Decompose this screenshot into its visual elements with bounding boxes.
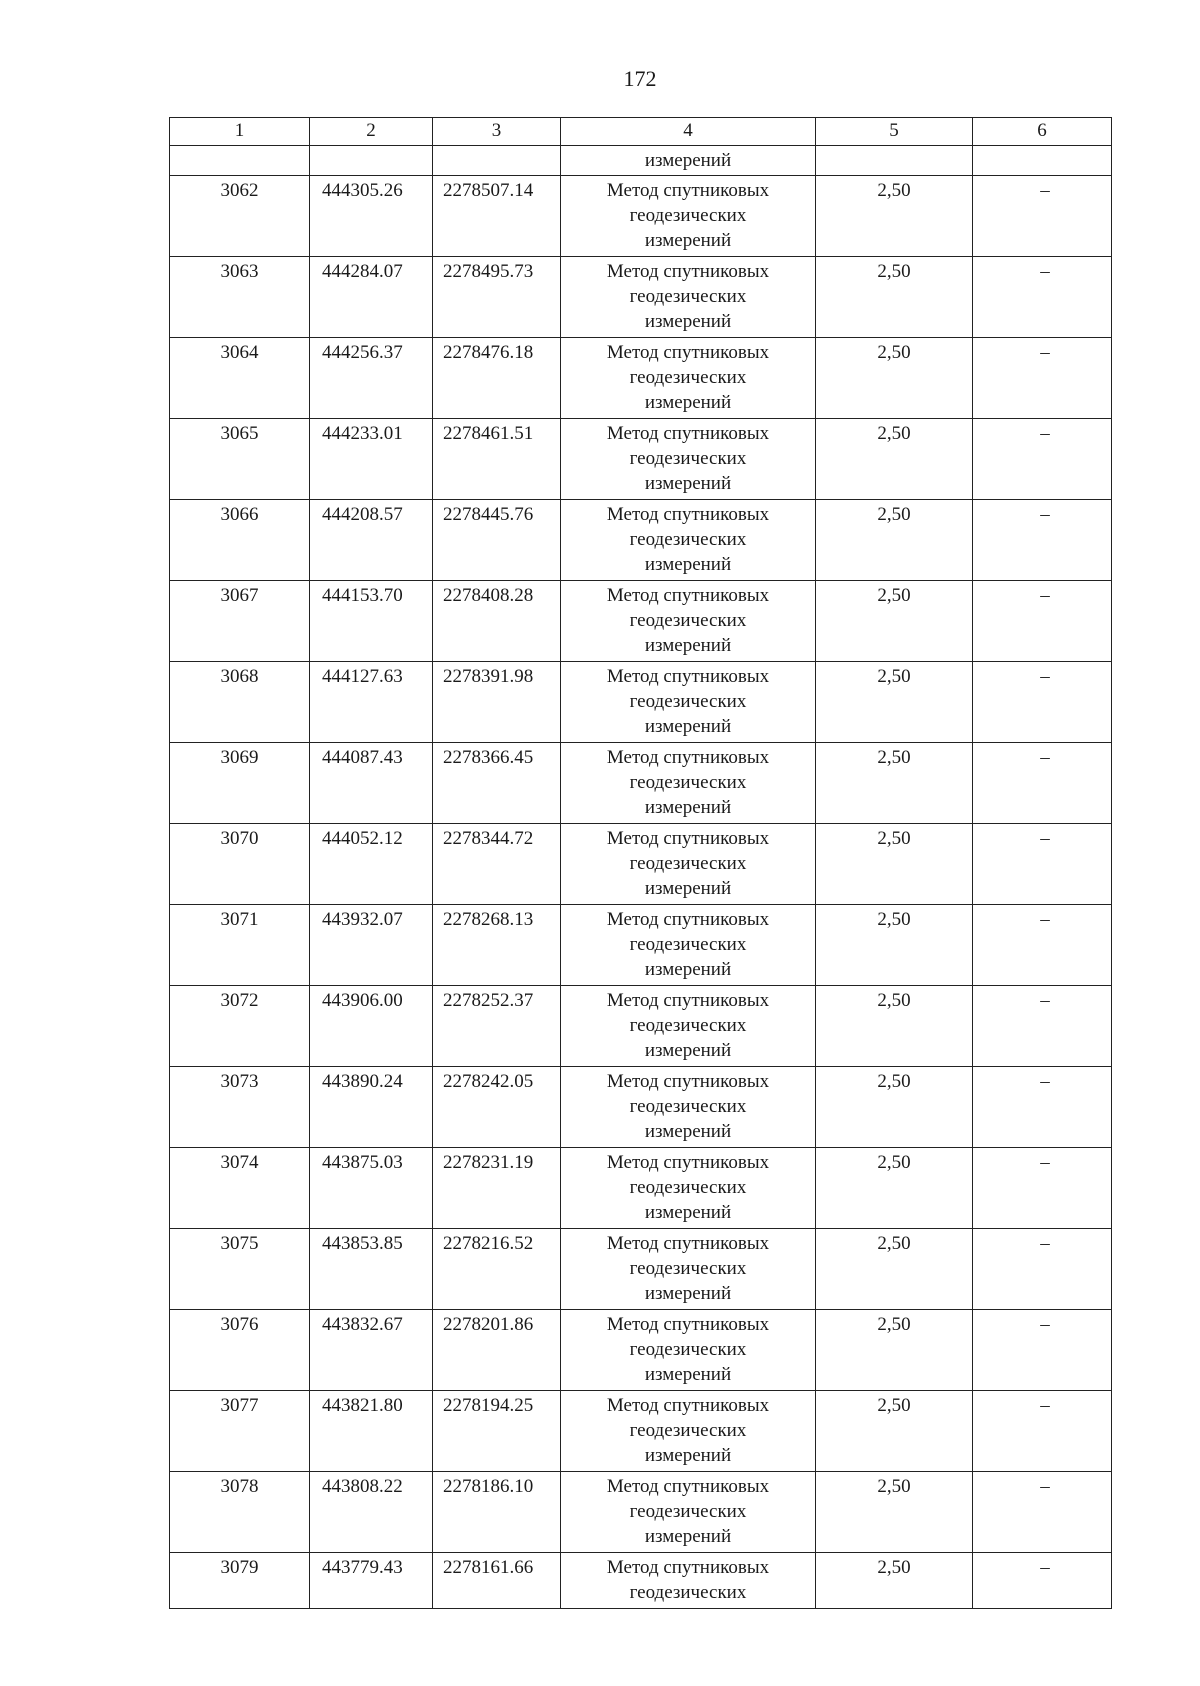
method-line: геодезических [629,529,747,550]
y-coordinate-cell: 2278201.86 [433,1310,561,1391]
table-row [170,1229,1112,1310]
column-header: 1 [170,118,310,146]
table-row [170,338,1112,419]
x-coordinate-cell: 443906.00 [310,986,433,1067]
point-number-cell: 3066 [170,500,310,581]
method-line: геодезических [629,205,747,226]
method-cell [561,338,816,419]
x-coordinate-cell: 443853.85 [310,1229,433,1310]
y-coordinate-cell: 2278476.18 [433,338,561,419]
method-line: измерений [644,797,732,818]
point-number-cell: 3077 [170,1391,310,1472]
table-row [170,257,1112,338]
method-line: геодезических [629,1015,747,1036]
method-line: геодезических [629,853,747,874]
method-cell [561,743,816,824]
method-cell [561,905,816,986]
column-header: 2 [310,118,433,146]
y-coordinate-cell: 2278161.66 [433,1553,561,1609]
method-line: геодезических [629,934,747,955]
accuracy-cell: 2,50 [816,1391,973,1472]
method-line: Метод спутниковых [606,666,770,687]
column-header: 4 [561,118,816,146]
method-cell [561,824,816,905]
method-line: Метод спутниковых [606,342,770,363]
x-coordinate-cell: 443932.07 [310,905,433,986]
table-row [170,1067,1112,1148]
x-coordinate-cell: 443808.22 [310,1472,433,1553]
method-line: измерений [644,1121,732,1142]
method-line: Метод спутниковых [606,585,770,606]
method-line: измерений [644,716,732,737]
method-line: Метод спутниковых [606,747,770,768]
method-line: геодезических [629,610,747,631]
method-cell [561,581,816,662]
accuracy-cell: 2,50 [816,581,973,662]
point-number-cell: 3079 [170,1553,310,1609]
y-coordinate-cell: 2278461.51 [433,419,561,500]
method-line: геодезических [629,1582,747,1603]
method-cell [561,986,816,1067]
method-cell [561,176,816,257]
note-cell: – [973,743,1112,824]
method-line: Метод спутниковых [606,1476,770,1497]
method-line: Метод спутниковых [606,180,770,201]
note-cell: – [973,824,1112,905]
point-number-cell: 3063 [170,257,310,338]
method-line: измерений [644,230,732,251]
note-cell: – [973,1148,1112,1229]
method-line: измерений [644,1445,732,1466]
method-line: измерений [644,554,732,575]
note-cell: – [973,1229,1112,1310]
table-row [170,1472,1112,1553]
accuracy-cell: 2,50 [816,500,973,581]
method-line: измерений [644,1283,732,1304]
method-line: измерений [644,311,732,332]
point-number-cell: 3062 [170,176,310,257]
point-number-cell: 3075 [170,1229,310,1310]
x-coordinate-cell: 443890.24 [310,1067,433,1148]
method-line: геодезических [629,286,747,307]
x-coordinate-cell: 443875.03 [310,1148,433,1229]
note-cell: – [973,419,1112,500]
method-line: измерений [644,1202,732,1223]
y-coordinate-cell: 2278495.73 [433,257,561,338]
x-coordinate-cell: 444153.70 [310,581,433,662]
point-number-cell: 3076 [170,1310,310,1391]
method-line: Метод спутниковых [606,1557,770,1578]
method-line: измерений [644,878,732,899]
table-row [170,824,1112,905]
coordinates-table [169,117,1112,1609]
accuracy-cell: 2,50 [816,419,973,500]
header-row [170,118,1112,146]
accuracy-cell: 2,50 [816,1148,973,1229]
x-coordinate-cell: 443832.67 [310,1310,433,1391]
column-header: 6 [973,118,1112,146]
method-line: Метод спутниковых [606,261,770,282]
x-coordinate-cell: 444087.43 [310,743,433,824]
note-cell: – [973,500,1112,581]
y-coordinate-cell: 2278252.37 [433,986,561,1067]
accuracy-cell: 2,50 [816,1472,973,1553]
table-row [170,1391,1112,1472]
y-coordinate-cell: 2278242.05 [433,1067,561,1148]
method-cell [561,1148,816,1229]
method-cell [561,1553,816,1609]
method-line: измерений [644,473,732,494]
note-cell: – [973,662,1112,743]
method-cell [561,662,816,743]
x-coordinate-cell: 444127.63 [310,662,433,743]
x-coordinate-cell: 444052.12 [310,824,433,905]
method-line: Метод спутниковых [606,1071,770,1092]
method-line: Метод спутниковых [606,1314,770,1335]
accuracy-cell: 2,50 [816,743,973,824]
continuation-row [170,146,1112,176]
note-cell: – [973,1553,1112,1609]
method-line: измерений [644,959,732,980]
method-line: измерений [644,1040,732,1061]
point-number-cell: 3070 [170,824,310,905]
table-row [170,1148,1112,1229]
method-line: геодезических [629,772,747,793]
x-coordinate-cell: 444284.07 [310,257,433,338]
method-line: геодезических [629,448,747,469]
method-line: геодезических [629,1420,747,1441]
method-cell [561,1067,816,1148]
point-number-cell: 3072 [170,986,310,1067]
method-line: Метод спутниковых [606,828,770,849]
method-cell [561,500,816,581]
method-line: измерений [644,635,732,656]
method-line: измерений [644,392,732,413]
accuracy-cell: 2,50 [816,338,973,419]
point-number-cell: 3074 [170,1148,310,1229]
method-line: Метод спутниковых [606,909,770,930]
method-cell [561,1391,816,1472]
note-cell: – [973,257,1112,338]
method-line: геодезических [629,1177,747,1198]
method-line: измерений [644,1526,732,1547]
table-row [170,986,1112,1067]
point-number-cell: 3068 [170,662,310,743]
table-row [170,662,1112,743]
accuracy-cell: 2,50 [816,905,973,986]
method-line: геодезических [629,367,747,388]
table-row [170,1310,1112,1391]
method-line: геодезических [629,1096,747,1117]
accuracy-cell: 2,50 [816,1553,973,1609]
point-number-cell: 3073 [170,1067,310,1148]
point-number-cell: 3069 [170,743,310,824]
method-line: геодезических [629,691,747,712]
note-cell: – [973,338,1112,419]
method-cell [561,419,816,500]
y-coordinate-cell: 2278194.25 [433,1391,561,1472]
note-cell: – [973,581,1112,662]
x-coordinate-cell: 444305.26 [310,176,433,257]
method-line: Метод спутниковых [606,1233,770,1254]
y-coordinate-cell: 2278507.14 [433,176,561,257]
method-cell [561,1472,816,1553]
y-coordinate-cell: 2278408.28 [433,581,561,662]
accuracy-cell: 2,50 [816,1310,973,1391]
method-cell [561,1229,816,1310]
point-number-cell: 3065 [170,419,310,500]
method-cell: измерений [561,146,816,176]
column-header: 3 [433,118,561,146]
y-coordinate-cell: 2278186.10 [433,1472,561,1553]
method-line: измерений [644,1364,732,1385]
table-row [170,743,1112,824]
method-line: Метод спутниковых [606,990,770,1011]
table-row [170,1553,1112,1609]
accuracy-cell: 2,50 [816,824,973,905]
x-coordinate-cell: 444208.57 [310,500,433,581]
note-cell: – [973,1067,1112,1148]
table-row [170,176,1112,257]
table-row [170,905,1112,986]
accuracy-cell: 2,50 [816,257,973,338]
y-coordinate-cell: 2278391.98 [433,662,561,743]
y-coordinate-cell: 2278268.13 [433,905,561,986]
note-cell: – [973,1391,1112,1472]
accuracy-cell: 2,50 [816,986,973,1067]
method-line: геодезических [629,1339,747,1360]
point-number-cell: 3078 [170,1472,310,1553]
method-line: Метод спутниковых [606,1395,770,1416]
y-coordinate-cell: 2278231.19 [433,1148,561,1229]
page-number: 172 [623,66,657,91]
accuracy-cell: 2,50 [816,176,973,257]
point-number-cell: 3067 [170,581,310,662]
point-number-cell: 3071 [170,905,310,986]
point-number-cell: 3064 [170,338,310,419]
table-row [170,419,1112,500]
method-cell [561,257,816,338]
note-cell: – [973,986,1112,1067]
accuracy-cell: 2,50 [816,1067,973,1148]
accuracy-cell: 2,50 [816,662,973,743]
note-cell: – [973,1472,1112,1553]
y-coordinate-cell: 2278366.45 [433,743,561,824]
method-cell [561,1310,816,1391]
x-coordinate-cell: 444256.37 [310,338,433,419]
table-row [170,581,1112,662]
x-coordinate-cell: 443779.43 [310,1553,433,1609]
method-line: геодезических [629,1501,747,1522]
x-coordinate-cell: 444233.01 [310,419,433,500]
method-line: Метод спутниковых [606,423,770,444]
column-header: 5 [816,118,973,146]
note-cell: – [973,1310,1112,1391]
note-cell: – [973,905,1112,986]
accuracy-cell: 2,50 [816,1229,973,1310]
note-cell: – [973,176,1112,257]
x-coordinate-cell: 443821.80 [310,1391,433,1472]
y-coordinate-cell: 2278344.72 [433,824,561,905]
table-row [170,500,1112,581]
method-line: Метод спутниковых [606,1152,770,1173]
method-line: геодезических [629,1258,747,1279]
y-coordinate-cell: 2278216.52 [433,1229,561,1310]
y-coordinate-cell: 2278445.76 [433,500,561,581]
method-line: Метод спутниковых [606,504,770,525]
